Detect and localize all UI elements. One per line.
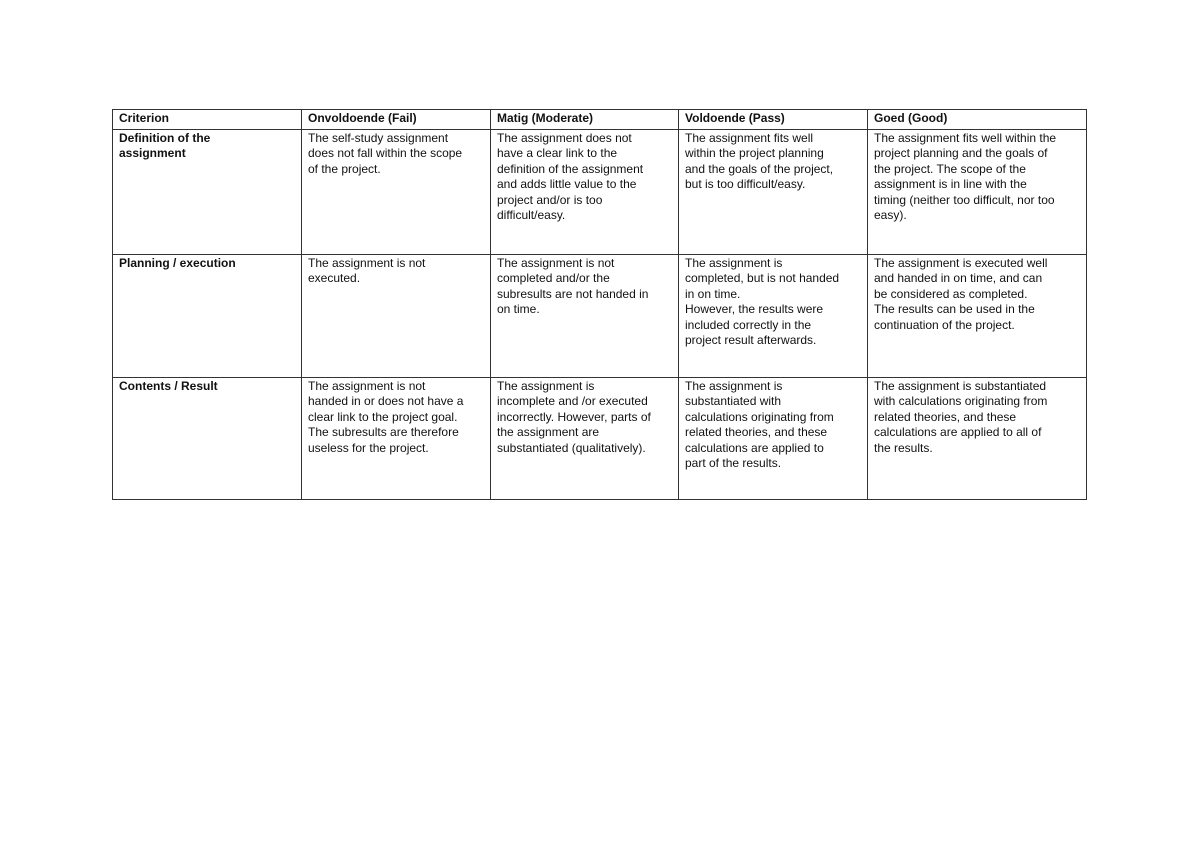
rubric-table-container <box>112 109 1086 500</box>
table-header-row <box>113 110 1087 130</box>
pass-cell <box>679 377 868 499</box>
moderate-cell <box>491 377 679 499</box>
pass-text: The assignment fits well within the project planning and the goals of the project, but is too difficult/easy. <box>685 130 834 191</box>
fail-text: The self-study assignment does not fall within the scope of the project. <box>308 130 463 176</box>
criterion-text: Contents / Result <box>119 378 218 393</box>
good-cell <box>868 129 1087 254</box>
pass-cell <box>679 254 868 377</box>
header-criterion: Criterion <box>113 110 302 130</box>
criterion-cell <box>113 377 302 499</box>
fail-cell <box>302 254 491 377</box>
good-text: The assignment is substantiated with calculations originating from related theories, and these calculations are applied to all of the results. <box>874 378 1048 455</box>
pass-text: The assignment is completed, but is not handed in on time. However, the results were included correctly in the project result afterwards. <box>685 255 840 347</box>
good-cell <box>868 254 1087 377</box>
fail-cell <box>302 129 491 254</box>
pass-text: The assignment is substantiated with calculations originating from related theories, and these calculations are applied to part of the results. <box>685 378 834 470</box>
moderate-text: The assignment is not completed and/or the subresults are not handed in on time. <box>497 255 649 316</box>
fail-cell <box>302 377 491 499</box>
good-text: The assignment is executed well and handed in on time, and can be considered as completed. The results can be used in the continuation of the project. <box>874 255 1048 332</box>
assessment-rubric-table <box>112 109 1087 500</box>
header-moderate: Matig (Moderate) <box>491 110 679 130</box>
fail-text: The assignment is not handed in or does not have a clear link to the project goal. The subresults are therefore useless for the project. <box>308 378 464 455</box>
fail-text: The assignment is not executed. <box>308 255 426 285</box>
moderate-cell <box>491 254 679 377</box>
moderate-text: The assignment does not have a clear link to the definition of the assignment and adds little value to the project and/or is too difficult/easy. <box>497 130 644 222</box>
criterion-text: Planning / execution <box>119 255 236 270</box>
header-fail: Onvoldoende (Fail) <box>302 110 491 130</box>
good-cell <box>868 377 1087 499</box>
criterion-cell <box>113 129 302 254</box>
moderate-text: The assignment is incomplete and /or executed incorrectly. However, parts of the assignment are substantiated (qualitatively). <box>497 378 651 455</box>
criterion-text: Definition of the assignment <box>119 130 211 160</box>
criterion-cell <box>113 254 302 377</box>
table-row <box>113 129 1087 254</box>
header-good: Goed (Good) <box>868 110 1087 130</box>
pass-cell <box>679 129 868 254</box>
good-text: The assignment fits well within the project planning and the goals of the project. The scope of the assignment is in line with the timing (neither too difficult, nor too easy). <box>874 130 1057 222</box>
moderate-cell <box>491 129 679 254</box>
table-row <box>113 254 1087 377</box>
header-pass: Voldoende (Pass) <box>679 110 868 130</box>
table-row <box>113 377 1087 499</box>
